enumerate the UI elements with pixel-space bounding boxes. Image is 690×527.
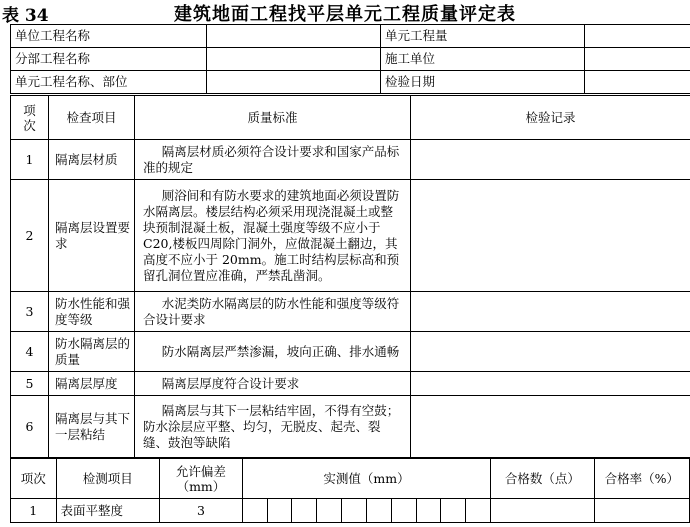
row-standard: 厕浴间和有防水要求的建筑地面必须设置防水隔离层。楼层结构必须采用现浇混凝土或整块预制混凝土板，混凝土强度等级不应小于C20,楼板四周除门洞外，应做混凝土翻边，其高度不应小于 20mm。施工时结构层标高和预留孔洞位置应准确，严禁乱凿洞。: [135, 180, 411, 292]
info-label-unit-name-location: 单元工程名称、部位: [11, 71, 207, 94]
info-value-sub-project[interactable]: [207, 48, 381, 71]
table-row: [11, 372, 690, 396]
info-value-unit-name-location[interactable]: [207, 71, 381, 94]
info-label-unit-quantity: 单元工程量: [381, 25, 585, 48]
row-item: 隔离层厚度: [49, 372, 135, 396]
info-label-unit-project: 单位工程名称: [11, 25, 207, 48]
measure-header-row: [11, 459, 690, 499]
row-seq: 3: [11, 292, 49, 332]
row-standard: 水泥类防水隔离层的防水性能和强度等级符合设计要求: [135, 292, 411, 332]
measure-row-seq: 1: [11, 499, 57, 523]
header-record: 检验记录: [411, 96, 690, 140]
measured-cell[interactable]: [342, 499, 367, 523]
header-standard: 质量标准: [135, 96, 411, 140]
info-value-unit-project[interactable]: [207, 25, 381, 48]
row-item: 防水隔离层的质量: [49, 332, 135, 372]
row-record[interactable]: [411, 332, 690, 372]
measured-cell[interactable]: [466, 499, 491, 523]
info-table: [10, 24, 690, 94]
measure-header-item: 检测项目: [56, 459, 160, 499]
row-record[interactable]: [411, 140, 690, 180]
measured-cell[interactable]: [391, 499, 416, 523]
info-label-inspection-date: 检验日期: [381, 71, 585, 94]
measure-header-pass-count: 合格数（点）: [491, 459, 595, 499]
table-row: [11, 332, 690, 372]
measured-cell[interactable]: [292, 499, 317, 523]
row-standard: 隔离层与其下一层粘结牢固，不得有空鼓；防水涂层应平整、均匀，无脱皮、起壳、裂缝、鼓泡等缺陷: [135, 396, 411, 458]
table-number: 表 34: [2, 6, 49, 26]
table-row: [11, 396, 690, 458]
row-seq: 1: [11, 140, 49, 180]
measured-cell[interactable]: [267, 499, 292, 523]
pass-count-cell[interactable]: [491, 499, 595, 523]
info-value-unit-quantity[interactable]: [585, 25, 690, 48]
row-record[interactable]: [411, 292, 690, 332]
info-row: [11, 71, 690, 94]
page-title: 建筑地面工程找平层单元工程质量评定表: [174, 4, 516, 25]
row-standard: 防水隔离层严禁渗漏，坡向正确、排水通畅: [135, 332, 411, 372]
row-seq: 6: [11, 396, 49, 458]
table-row: [11, 499, 690, 523]
title-row: [0, 0, 690, 24]
measure-header-pass-rate: 合格率（%）: [594, 459, 689, 499]
row-seq: 2: [11, 180, 49, 292]
check-header-row: [11, 96, 690, 140]
table-row: [11, 140, 690, 180]
measure-header-allow: 允许偏差 （mm）: [160, 459, 243, 499]
header-seq: 项 次: [11, 96, 49, 140]
row-item: 防水性能和强度等级: [49, 292, 135, 332]
measured-cell[interactable]: [317, 499, 342, 523]
row-standard: 隔离层厚度符合设计要求: [135, 372, 411, 396]
measure-header-seq: 项次: [11, 459, 57, 499]
row-item: 隔离层材质: [49, 140, 135, 180]
row-record[interactable]: [411, 180, 690, 292]
table-row: [11, 180, 690, 292]
info-row: [11, 48, 690, 71]
pass-rate-cell[interactable]: [594, 499, 689, 523]
row-standard: 隔离层材质必须符合设计要求和国家产品标准的规定: [135, 140, 411, 180]
row-record[interactable]: [411, 396, 690, 458]
header-item: 检查项目: [49, 96, 135, 140]
info-value-contractor[interactable]: [585, 48, 690, 71]
row-item: 隔离层设置要求: [49, 180, 135, 292]
row-seq: 5: [11, 372, 49, 396]
info-label-contractor: 施工单位: [381, 48, 585, 71]
measure-table: [10, 458, 690, 523]
measured-cell[interactable]: [366, 499, 391, 523]
measured-cell[interactable]: [242, 499, 267, 523]
row-record[interactable]: [411, 372, 690, 396]
measured-cell[interactable]: [416, 499, 441, 523]
row-seq: 4: [11, 332, 49, 372]
info-value-inspection-date[interactable]: [585, 71, 690, 94]
row-item: 隔离层与其下一层粘结: [49, 396, 135, 458]
check-table: [10, 95, 690, 458]
measure-header-measured: 实测值（mm）: [242, 459, 490, 499]
measured-cell[interactable]: [441, 499, 466, 523]
info-row: [11, 25, 690, 48]
table-row: [11, 292, 690, 332]
info-label-sub-project: 分部工程名称: [11, 48, 207, 71]
measure-row-item: 表面平整度: [56, 499, 160, 523]
measure-row-allow: 3: [160, 499, 243, 523]
